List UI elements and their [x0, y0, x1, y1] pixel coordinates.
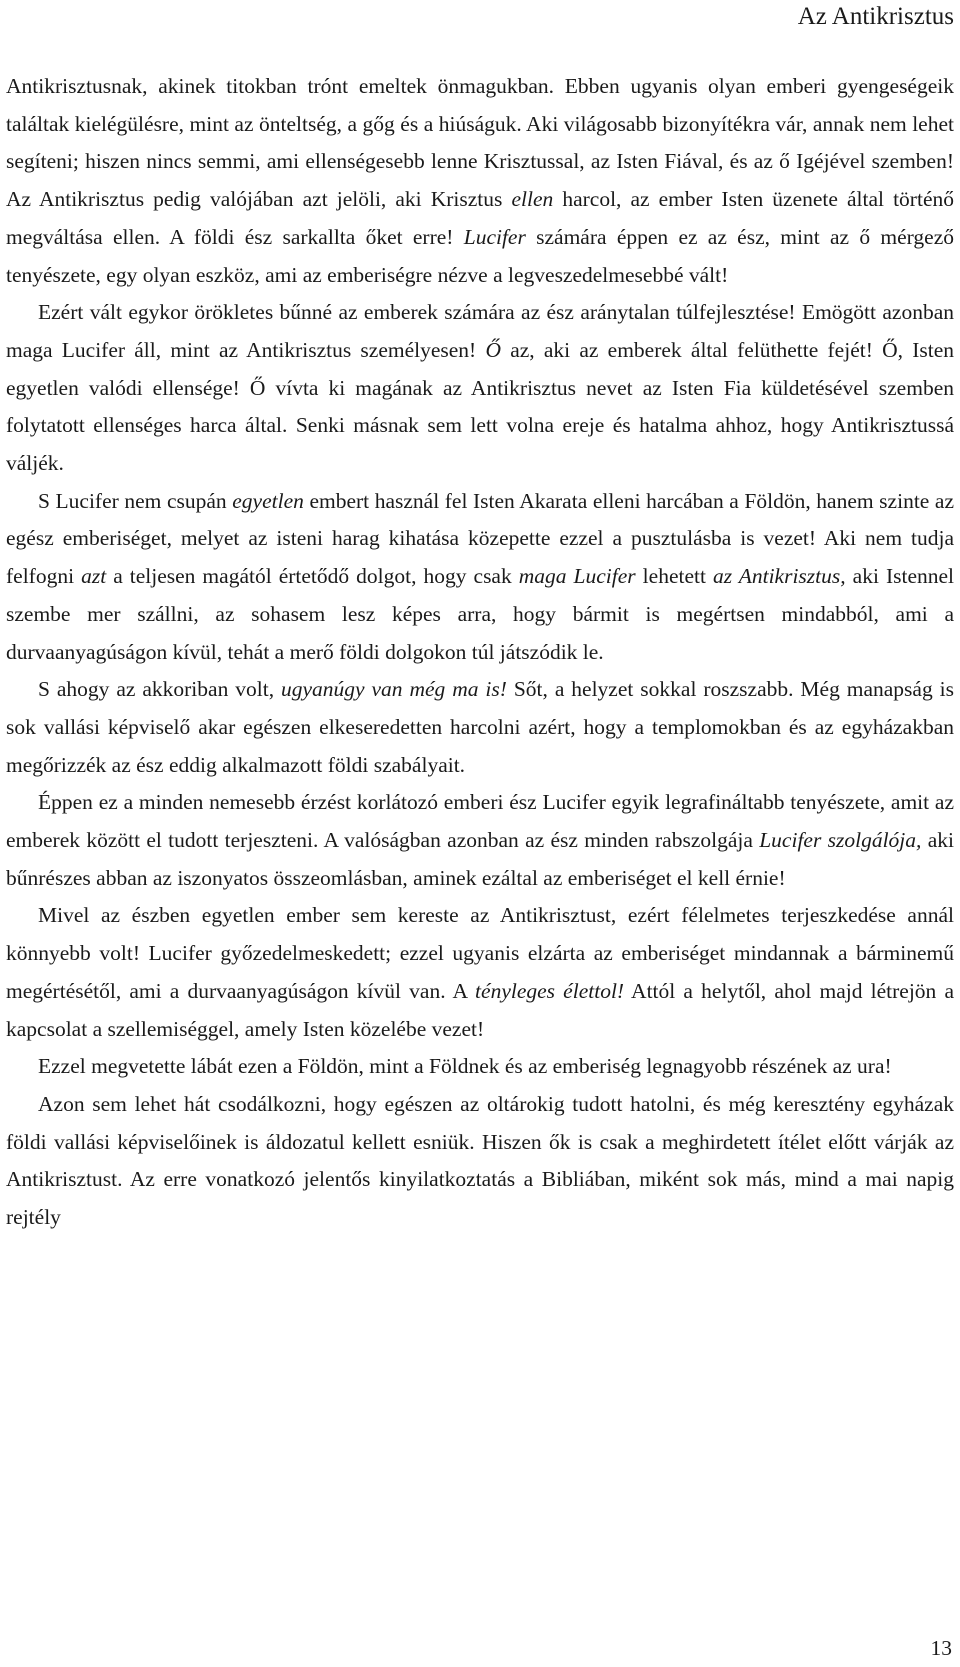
- text-run: aki Istennel szembe mer szállni, az sohasem lesz képes arra, hogy bármit is megértsen mindabból, ami a durvaanyagúságon kívül, tehát a merő földi dolgokon túl játszódik le.: [6, 564, 955, 664]
- text-run: S Lucifer nem csupán: [38, 488, 233, 513]
- paragraph: [6, 68, 954, 294]
- text-run: aki bűnrészes abban az iszonyatos összeomlásban, aminek ezáltal az emberiséget el kell érnie!: [6, 828, 954, 890]
- text-run: Azon sem lehet hát csodálkozni, hogy egészen az oltárokig tudott hatolni, és még keresztény egyházak földi vallási képviselőinek is áldozatul kellett esniük. Hiszen ők is csak a meghirdetett ítélet előtt várják az Antikrisztust. Az erre vonatkozó jelentős kinyilatkoztatás a Bibliában, miként sok más, mind a mai napig rejtély: [6, 1091, 954, 1230]
- italic-text: Lucifer: [463, 224, 526, 249]
- body-text: [6, 68, 954, 1237]
- paragraph: [6, 784, 954, 897]
- paragraph: [6, 1086, 954, 1237]
- italic-text: maga Lucifer: [518, 564, 636, 589]
- text-run: Sőt, a helyzet sokkal roszszabb. Még manapság is sok vallási képviselő akar egészen elkeseredetten harcolni azért, hogy a templomokban és az egyházakban megőrizzék az ész eddig alkalmazott földi szabályait.: [6, 677, 954, 777]
- italic-text: egyetlen: [232, 488, 304, 513]
- text-run: Ezért vált egykor örökletes bűnné az emberek számára az ész aránytalan túlfejlesztése! Emögött azonban maga Lucifer áll, mint az Antikrisztus személyesen!: [6, 300, 954, 362]
- paragraph: [6, 897, 954, 1048]
- italic-text: azt: [81, 564, 107, 589]
- text-run: lehetett: [635, 564, 713, 589]
- text-run: S ahogy az akkoriban volt,: [38, 677, 281, 702]
- paragraph: [6, 1048, 954, 1086]
- italic-text: az Antikrisztus,: [712, 564, 846, 589]
- italic-text: Lucifer szolgálója,: [759, 828, 922, 853]
- italic-text: ugyanúgy van még ma is!: [281, 677, 507, 702]
- page-number: 13: [930, 1636, 952, 1660]
- running-header: Az Antikrisztus: [797, 3, 954, 30]
- italic-text: tényleges élettol!: [475, 978, 625, 1003]
- paragraph: [6, 483, 954, 672]
- paragraph: [6, 671, 954, 784]
- text-run: harcol, az ember Isten üzenete által történő megváltása ellen. A földi ész sarkallta őket erre!: [6, 187, 954, 249]
- text-run: embert használ fel Isten Akarata elleni harcában a Földön, hanem szinte az egész emberiséget, melyet az isteni harag kihatása közepette ezzel a pusztulásba is vezet! Aki nem tudja felfogni: [6, 488, 954, 589]
- italic-text: ellen: [511, 187, 554, 212]
- text-run: az, aki az emberek által felüthette fejét! Ő, Isten egyetlen valódi ellensége! Ő vívta ki magának az Antikrisztus nevet az Isten Fia küldetésével szemben folytatott ellenséges harca által. Senki másnak sem lett volna ereje és hatalma ahhoz, hogy Antikrisztussá váljék.: [6, 337, 955, 476]
- text-run: Mivel az észben egyetlen ember sem kereste az Antikrisztust, ezért félelmetes terjeszkedése annál könnyebb volt! Lucifer győzedelmeskedett; ezzel ugyanis elzárta az emberiséget mindannak a bárminemű megértésétől, ami a durvaanyagúságon kívül van. A: [6, 903, 954, 1003]
- italic-text: Ő: [485, 337, 501, 362]
- text-run: Éppen ez a minden nemesebb érzést korlátozó emberi ész Lucifer egyik legrafináltabb tenyészete, amit az emberek között el tudott terjeszteni. A valóságban azonban az ész minden rabszolgája: [6, 790, 954, 853]
- text-run: Antikrisztusnak, akinek titokban trónt emeltek önmagukban. Ebben ugyanis olyan emberi gyengeségeik találtak kielégülésre, mint az önteltség, a gőg és a hiúságuk. Aki világosabb bizonyítékra vár, annak nem lehet segíteni; hiszen nincs semmi, ami ellenségesebb lenne Krisztussal, az Isten Fiával, és az ő Igéjével szemben! Az Antikrisztus pedig valójában azt jelöli, aki Krisztus: [6, 74, 954, 212]
- text-run: Attól a helytől, ahol majd létrejön a kapcsolat a szellemiséggel, amely Isten közelébe vezet!: [6, 978, 955, 1041]
- text-run: a teljesen magától értetődő dolgot, hogy csak: [106, 564, 519, 589]
- paragraph: [6, 294, 954, 483]
- text-run: számára éppen ez az ész, mint az ő mérgező tenyészete, egy olyan eszköz, ami az emberiségre nézve a legveszedelmesebbé vált!: [6, 224, 954, 287]
- text-run: Ezzel megvetette lábát ezen a Földön, mint a Földnek és az emberiség legnagyobb részének az ura!: [38, 1054, 892, 1079]
